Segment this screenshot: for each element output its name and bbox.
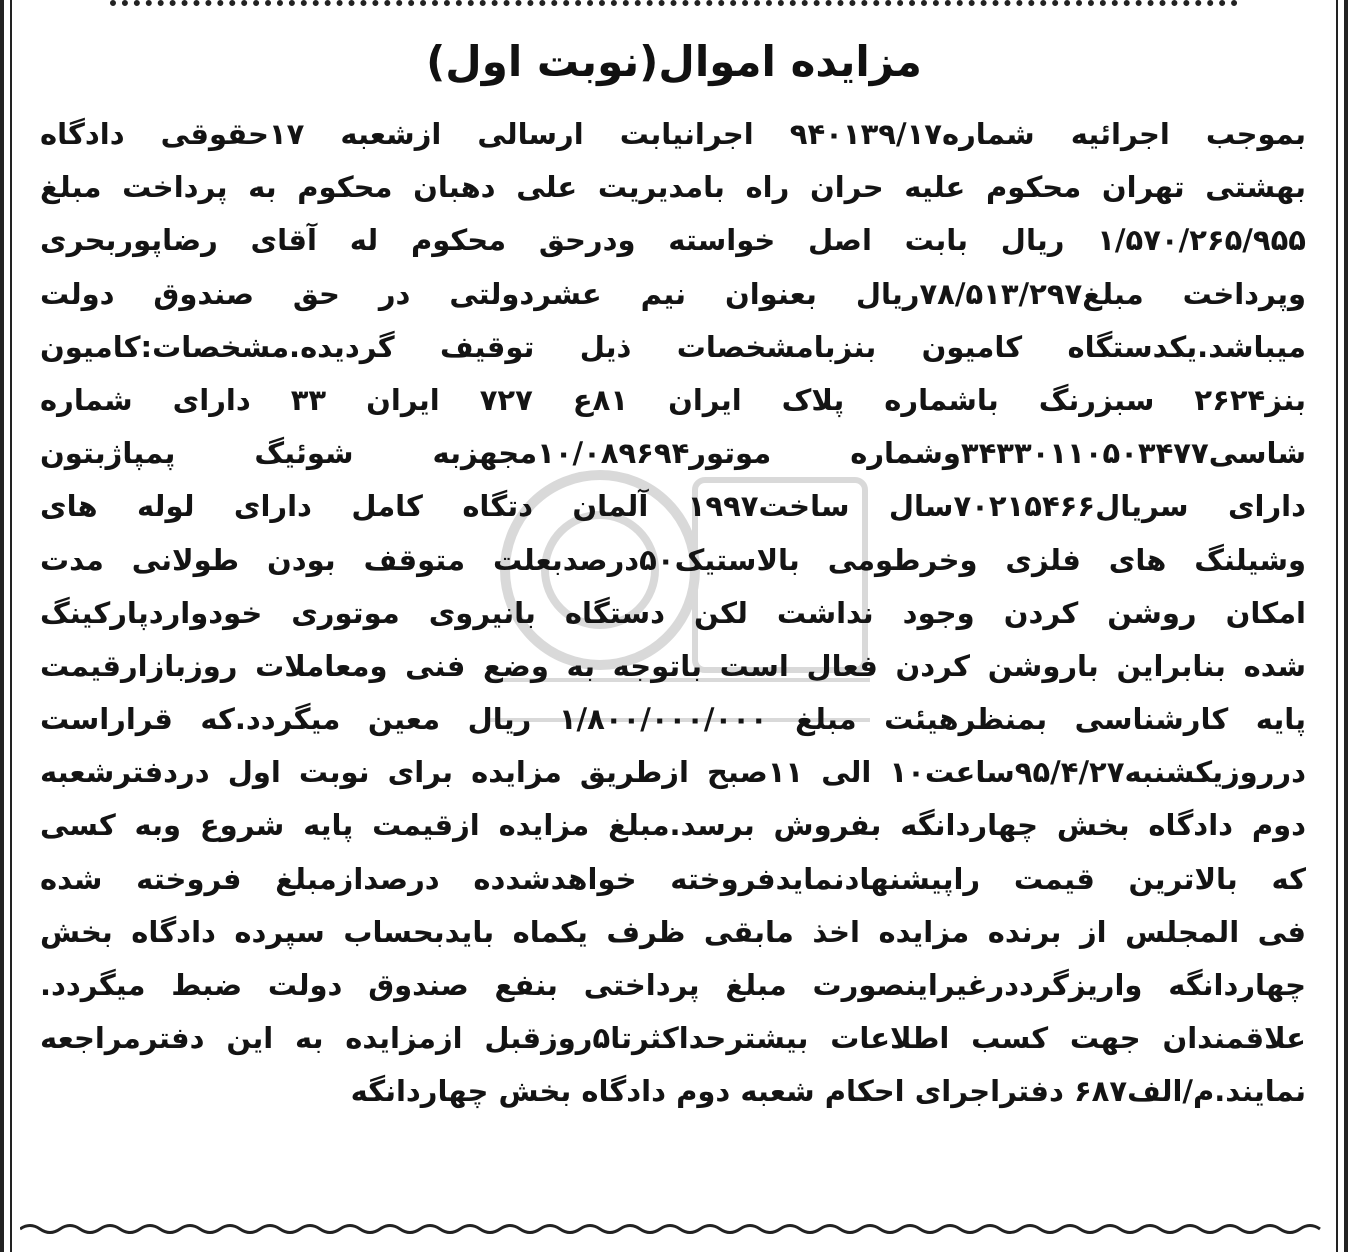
right-border bbox=[1334, 0, 1348, 1252]
notice-line: پایه کارشناسی بمنظرهیئت مبلغ ۱/۸۰۰/۰۰۰/۰۰۰ ریال معین میگردد.که قراراست bbox=[40, 702, 1306, 737]
notice-line: دوم دادگاه بخش چهاردانگه بفروش برسد.مبلغ مزایده ازقیمت پایه شروع وبه کسی bbox=[40, 808, 1306, 843]
notice-title: مزایده اموال(نوبت اول) bbox=[426, 37, 922, 86]
bottom-border-graphic bbox=[20, 1222, 1328, 1236]
notice-line: بموجب اجرائیه شماره۹۴۰۱۳۹/۱۷ اجرانیابت ارسالی ازشعبه ۱۷حقوقی دادگاه bbox=[40, 117, 1306, 151]
notice-line: وپرداخت مبلغ۷۸/۵۱۳/۲۹۷ریال بعنوان نیم عشردولتی در حق صندوق دولت bbox=[40, 276, 1306, 311]
notice-body bbox=[40, 108, 1306, 1119]
bottom-border bbox=[20, 1222, 1328, 1236]
notice-line: فی المجلس از برنده مزایده اخذ مابقی ظرف یکماه بایدبحساب سپرده دادگاه بخش bbox=[40, 914, 1306, 949]
notice-line: ۱/۵۷۰/۲۶۵/۹۵۵ ریال بابت اصل خواسته ودرحق محکوم له آقای رضاپوربحری bbox=[40, 223, 1306, 258]
notice-line: دارای سریال۷۰۲۱۵۴۶۶سال ساخت۱۹۹۷ آلمان دتگاه کامل دارای لوله های bbox=[40, 489, 1306, 524]
notice-line: درروزیکشنبه۹۵/۴/۲۷ساعت۱۰ الی ۱۱صبح ازطریق مزایده برای نوبت اول دردفترشعبه bbox=[40, 755, 1306, 790]
notice-line: بنز۲۶۲۴ سبزرنگ باشماره پلاک ایران ۸۱ع ۷۲۷ ایران ۳۳ دارای شماره bbox=[40, 382, 1306, 417]
left-border bbox=[0, 0, 14, 1252]
top-dotted-rule bbox=[110, 0, 1238, 14]
notice-line: شاسی۳۴۳۳۰۱۱۰۵۰۳۴۷۷وشماره موتور۱۰/۰۸۹۶۹۴مجهزبه شوئیگ پمپاژبتون bbox=[40, 436, 1306, 471]
notice-line: که بالاترین قیمت راپیشنهادنمایدفروخته خواهدشدده درصدازمبلغ فروخته شده bbox=[40, 861, 1306, 896]
notice-line: میباشد.یکدستگاه کامیون بنزبامشخصات ذیل توقیف گردیده.مشخصات:کامیون bbox=[40, 329, 1306, 364]
notice-line: علاقمندان جهت کسب اطلاعات بیشترحداکثرتا۵روزقبل ازمزایده به این دفترمراجعه bbox=[40, 1021, 1306, 1056]
notice-line: شده بنابراین باروشن کردن فعال است باتوجه به وضع فنی ومعاملات روزبازارقیمت bbox=[40, 648, 1306, 683]
notice-line-last: نمایند.م/الف۶۸۷ دفتراجرای احکام شعبه دوم دادگاه بخش چهاردانگه bbox=[350, 1074, 1306, 1109]
notice-line: وشیلنگ های فلزی وخرطومی بالاستیک۵۰درصدبعلت متوقف بودن طولانی مدت bbox=[40, 542, 1306, 577]
notice-line: بهشتی تهران محکوم علیه حران راه بامدیریت علی دهبان محکوم به پرداخت مبلغ bbox=[40, 170, 1306, 205]
notice-line: چهاردانگه واریزگرددرغیراینصورت مبلغ پرداختی بنفع صندوق دولت ضبط میگردد. bbox=[40, 968, 1306, 1002]
notice-line: امکان روشن کردن وجود نداشت لکن دستگاه بانیروی موتوری خودواردپارکینگ bbox=[40, 595, 1306, 630]
